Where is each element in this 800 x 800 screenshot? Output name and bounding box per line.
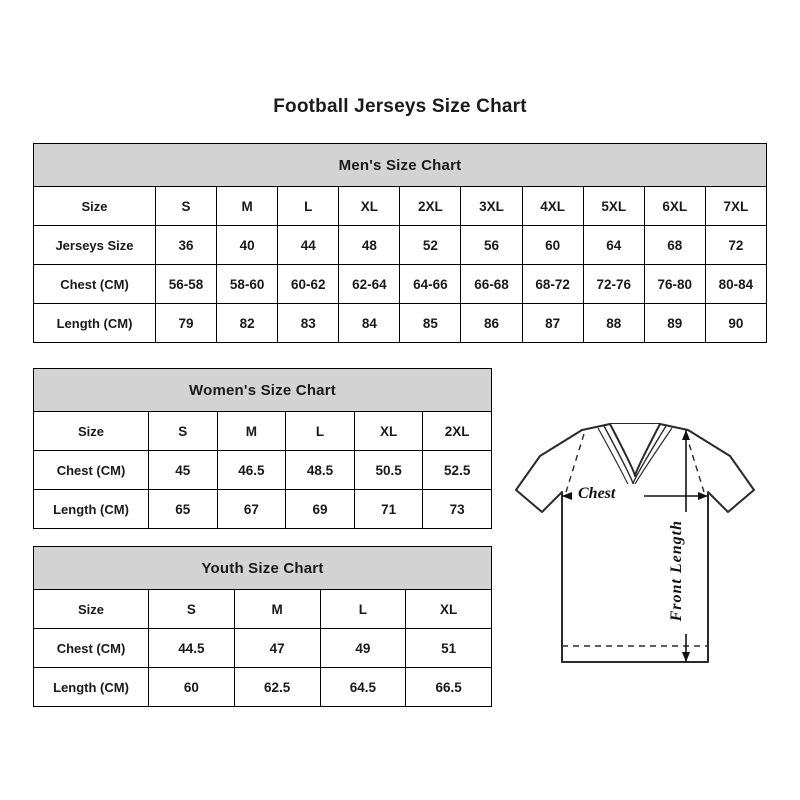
table-cell: 48.5 [286, 451, 355, 490]
table-cell: 51 [406, 629, 492, 668]
table-cell: 89 [644, 304, 705, 343]
table-cell: 45 [149, 451, 218, 490]
table-cell: 48 [339, 226, 400, 265]
table-cell: 40 [217, 226, 278, 265]
table-caption-row [34, 144, 767, 187]
table-cell: 60 [149, 668, 235, 707]
column-header: 2XL [400, 187, 461, 226]
column-header: M [217, 187, 278, 226]
row-header: Chest (CM) [34, 451, 149, 490]
table-cell: 62.5 [234, 668, 320, 707]
column-header: Size [34, 412, 149, 451]
table-cell: 46.5 [217, 451, 286, 490]
table-header-row [34, 412, 492, 451]
column-header: 3XL [461, 187, 522, 226]
table-cell: 67 [217, 490, 286, 529]
table-cell: 52.5 [423, 451, 492, 490]
column-header: L [320, 590, 406, 629]
table-cell: 56 [461, 226, 522, 265]
womens-size-chart-table [33, 368, 492, 529]
column-header: 2XL [423, 412, 492, 451]
table-cell: 79 [156, 304, 217, 343]
mens-table-caption: Men's Size Chart [34, 144, 767, 187]
row-header: Chest (CM) [34, 629, 149, 668]
column-header: S [149, 590, 235, 629]
column-header: 4XL [522, 187, 583, 226]
column-header: XL [354, 412, 423, 451]
table-cell: 44 [278, 226, 339, 265]
column-header: Size [34, 590, 149, 629]
table-cell: 36 [156, 226, 217, 265]
womens-table-caption: Women's Size Chart [34, 369, 492, 412]
table-cell: 84 [339, 304, 400, 343]
table-cell: 64.5 [320, 668, 406, 707]
column-header: XL [339, 187, 400, 226]
table-cell: 90 [705, 304, 766, 343]
table-cell: 86 [461, 304, 522, 343]
table-row [34, 304, 767, 343]
column-header: XL [406, 590, 492, 629]
table-caption-row [34, 369, 492, 412]
table-cell: 80-84 [705, 265, 766, 304]
table-cell: 50.5 [354, 451, 423, 490]
table-row [34, 629, 492, 668]
table-caption-row [34, 547, 492, 590]
column-header: 6XL [644, 187, 705, 226]
column-header: S [149, 412, 218, 451]
row-header: Length (CM) [34, 304, 156, 343]
column-header: L [278, 187, 339, 226]
row-header: Length (CM) [34, 668, 149, 707]
table-cell: 69 [286, 490, 355, 529]
table-cell: 58-60 [217, 265, 278, 304]
table-cell: 56-58 [156, 265, 217, 304]
column-header: L [286, 412, 355, 451]
youth-table-caption: Youth Size Chart [34, 547, 492, 590]
table-cell: 72-76 [583, 265, 644, 304]
table-cell: 71 [354, 490, 423, 529]
column-header: S [156, 187, 217, 226]
table-cell: 83 [278, 304, 339, 343]
table-cell: 68 [644, 226, 705, 265]
table-cell: 76-80 [644, 265, 705, 304]
table-cell: 44.5 [149, 629, 235, 668]
column-header: M [217, 412, 286, 451]
column-header: Size [34, 187, 156, 226]
table-row [34, 265, 767, 304]
table-cell: 66-68 [461, 265, 522, 304]
measurement-diagram [500, 400, 790, 710]
table-header-row [34, 590, 492, 629]
table-cell: 62-64 [339, 265, 400, 304]
row-header: Length (CM) [34, 490, 149, 529]
table-cell: 82 [217, 304, 278, 343]
table-cell: 47 [234, 629, 320, 668]
page-title: Football Jerseys Size Chart [273, 96, 527, 117]
table-header-row [34, 187, 767, 226]
row-header: Jerseys Size [34, 226, 156, 265]
table-row [34, 451, 492, 490]
chest-measure-label: Chest [578, 485, 616, 502]
table-cell: 72 [705, 226, 766, 265]
table-cell: 60 [522, 226, 583, 265]
table-cell: 73 [423, 490, 492, 529]
table-cell: 85 [400, 304, 461, 343]
table-row [34, 226, 767, 265]
table-cell: 88 [583, 304, 644, 343]
front-length-measure-label: Front Length [668, 520, 685, 622]
table-cell: 52 [400, 226, 461, 265]
table-cell: 64 [583, 226, 644, 265]
tshirt-outline-icon [500, 400, 790, 710]
column-header: 5XL [583, 187, 644, 226]
mens-size-chart-table [33, 143, 767, 343]
table-row [34, 490, 492, 529]
youth-size-chart-table [33, 546, 492, 707]
table-cell: 87 [522, 304, 583, 343]
column-header: M [234, 590, 320, 629]
table-cell: 66.5 [406, 668, 492, 707]
table-cell: 49 [320, 629, 406, 668]
table-cell: 60-62 [278, 265, 339, 304]
row-header: Chest (CM) [34, 265, 156, 304]
table-cell: 64-66 [400, 265, 461, 304]
table-row [34, 668, 492, 707]
table-cell: 65 [149, 490, 218, 529]
table-cell: 68-72 [522, 265, 583, 304]
column-header: 7XL [705, 187, 766, 226]
